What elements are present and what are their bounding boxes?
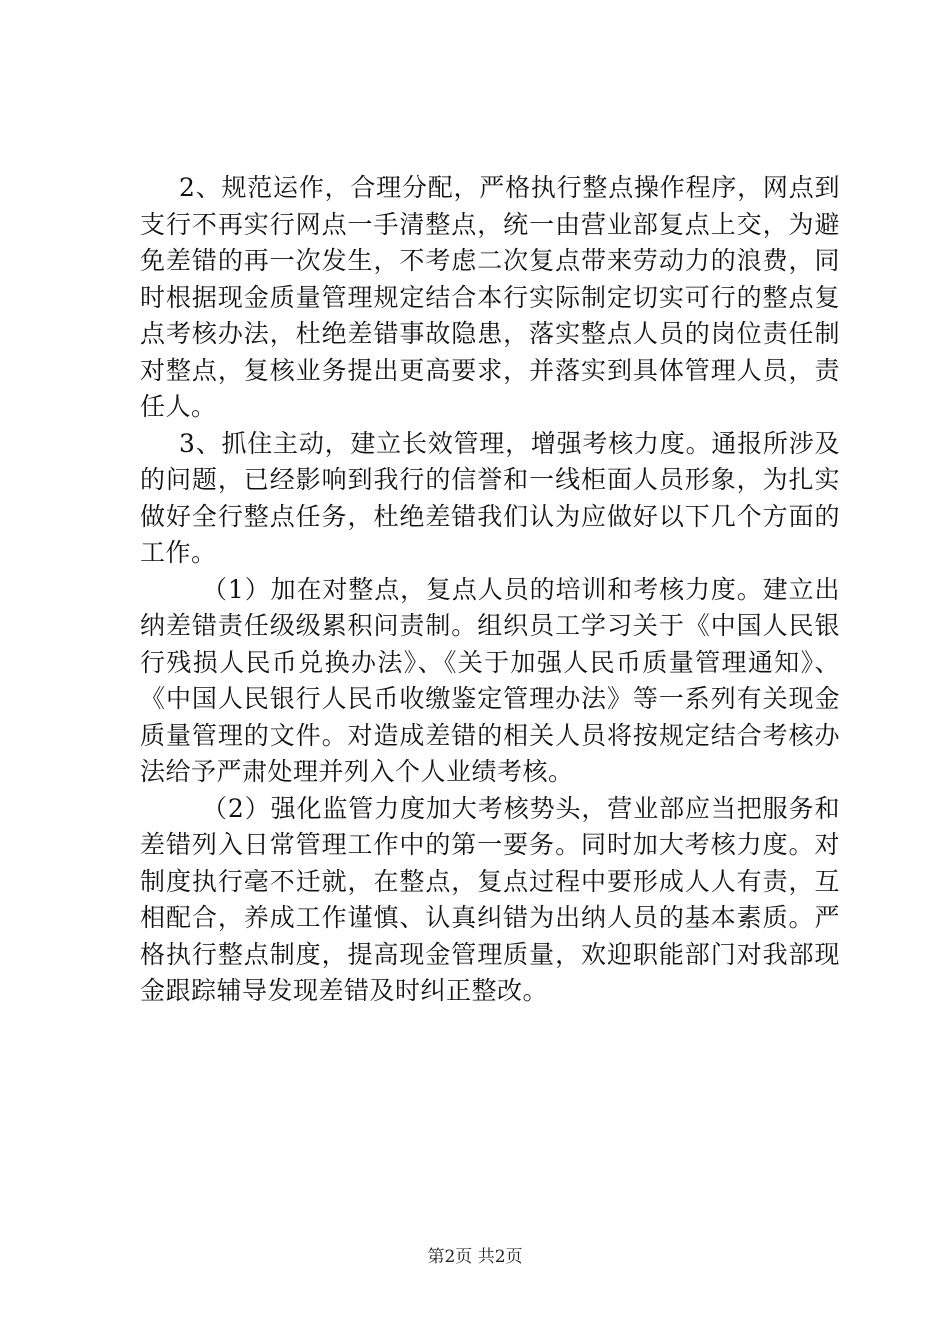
- paragraph-item-2: 2、规范运作，合理分配，严格执行整点操作程序，网点到支行不再实行网点一手清整点，统一由营业部复点上交，为避免差错的再一次发生，不考虑二次复点带来劳动力的浪费，同时根据现金质量管理规定结合本行实际制定切实可行的整点复点考核办法，杜绝差错事故隐患，落实整点人员的岗位责任制对整点，复核业务提出更高要求，并落实到具体管理人员，责任人。: [140, 173, 840, 421]
- document-body: [140, 170, 840, 1010]
- page-number-footer: 第2页 共2页: [427, 1247, 523, 1267]
- paragraph-subitem-1: （1）加在对整点，复点人员的培训和考核力度。建立出纳差错责任级级累积问责制。组织员工学习关于《中国人民银行残损人民币兑换办法》、《关于加强人民币质量管理通知》、《中国人民银行人民币收缴鉴定管理办法》等一系列有关现金质量管理的文件。对造成差错的相关人员将按规定结合考核办法给予严肃处理并列入个人业绩考核。: [140, 574, 840, 786]
- paragraph-subitem-2: （2）强化监管力度加大考核势头，营业部应当把服务和差错列入日常管理工作中的第一要务。同时加大考核力度。对制度执行毫不迁就，在整点，复点过程中要形成人人有责，互相配合，养成工作谨慎、认真纠错为出纳人员的基本素质。严格执行整点制度，提高现金管理质量，欢迎职能部门对我部现金跟踪辅导发现差错及时纠正整改。: [140, 793, 840, 1005]
- paragraph-item-3: 3、抓住主动，建立长效管理，增强考核力度。通报所涉及的问题，已经影响到我行的信誉和一线柜面人员形象，为扎实做好全行整点任务，杜绝差错我们认为应做好以下几个方面的工作。: [140, 428, 840, 567]
